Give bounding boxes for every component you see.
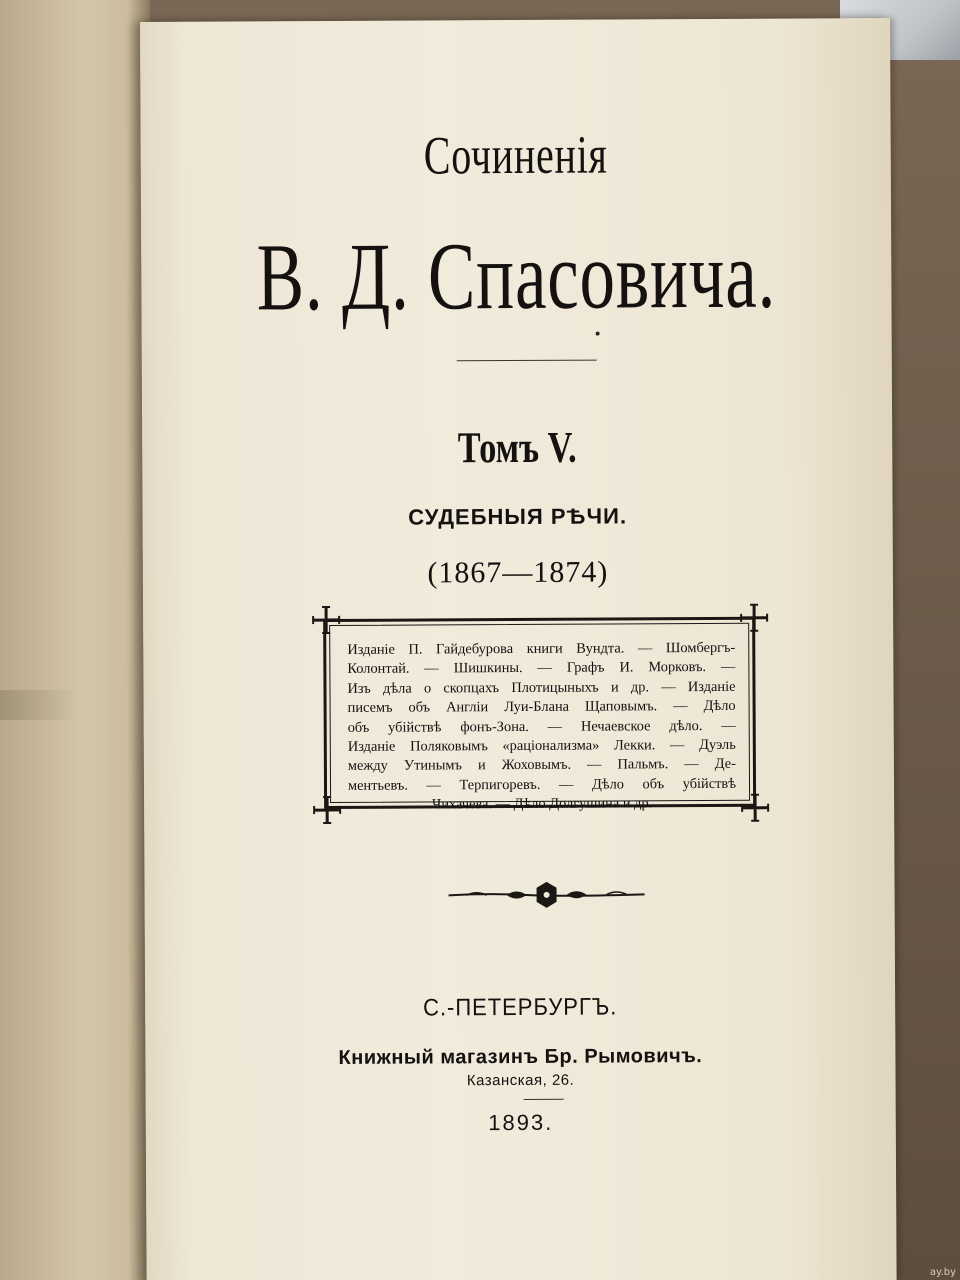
title-line-1: Сочиненія <box>423 124 608 186</box>
publisher-address: Казанская, 26. <box>466 1071 575 1090</box>
contents-line: Изданіе П. Гайдебурова книги Вундта. — Шомбергъ- <box>347 639 736 658</box>
site-watermark: ay.by <box>929 1267 956 1278</box>
volume-number: Томъ V. <box>457 422 577 473</box>
title-author: В. Д. Спасовича. <box>256 220 777 331</box>
left-page-edge <box>0 0 150 1280</box>
contents-line: Чихачева. — Дѣло Долгушина и др. <box>431 795 653 813</box>
contents-text <box>347 639 736 816</box>
short-rule <box>524 1099 564 1100</box>
contents-frame <box>323 617 756 813</box>
contents-line: объ убійствѣ фонъ-Зона. — Нечаевское дѣло. — <box>347 717 736 736</box>
years-range: (1867—1874) <box>427 555 609 590</box>
publication-city: С.-ПЕТЕРБУРГЪ. <box>423 993 618 1022</box>
contents-line: Изъ дѣла о скопцахъ Плотицыныхъ и др. — Изданіе <box>347 678 736 697</box>
ornament-divider-icon <box>447 879 647 910</box>
publication-year: 1893. <box>488 1109 554 1136</box>
corner-cross-icon <box>739 603 769 633</box>
contents-line: Колонтай. — Шишкины. — Графъ И. Морковъ. — <box>347 659 736 678</box>
corner-cross-icon <box>312 795 342 825</box>
contents-line: между Утинымъ и Жоховымъ. — Пальмъ. — Де- <box>347 756 736 775</box>
corner-cross-icon <box>311 605 341 635</box>
corner-cross-icon <box>740 793 770 823</box>
contents-line: писемъ объ Англіи Луи-Блана Щаповымъ. — Дѣло <box>347 698 736 717</box>
contents-line: ментьевъ. — Терпигоревъ. — Дѣло объ убійствѣ <box>347 775 737 794</box>
publisher-name: Книжный магазинъ Бр. Рымовичъ. <box>338 1045 703 1069</box>
subtitle: СУДЕБНЫЯ РѢЧИ. <box>408 503 628 530</box>
decorative-dot <box>596 332 600 336</box>
contents-line: Изданіе Поляковымъ «раціонализма» Лекки. — Дуэль <box>347 736 736 755</box>
left-page-bleed <box>0 690 80 720</box>
title-page <box>140 18 897 1280</box>
divider-rule <box>457 360 597 362</box>
